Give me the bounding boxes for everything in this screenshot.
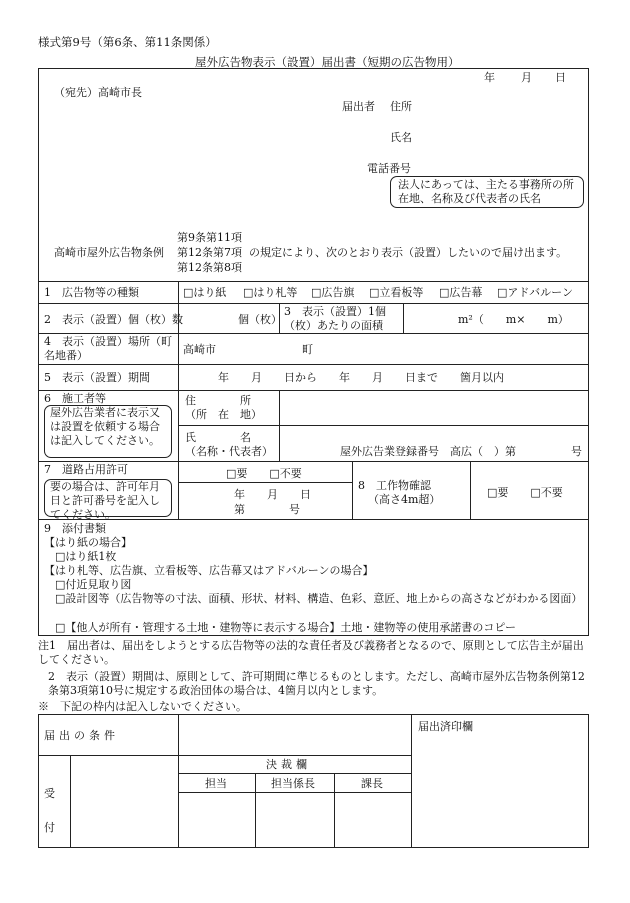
rule-col-r7 [352,461,353,519]
office-chief: 担当係長 [271,777,315,790]
address-label: 住所 [390,100,412,113]
phone-label: 電話番号 [367,162,411,175]
r7-number[interactable]: 第 号 [234,503,300,516]
article-2: 第12条第7項 [177,246,242,259]
office-approval: 決裁欄 [266,758,311,771]
rule-r2 [38,333,589,334]
r4-town[interactable]: 町 [302,343,313,356]
r7-date[interactable]: 年 月 日 [234,488,311,501]
office-rule-roles [178,792,411,793]
r9-item-1[interactable]: □はり紙1枚 [55,550,117,563]
r1-opt-kokokuki[interactable]: □広告旗 [311,286,355,299]
r1-opt-harifuda[interactable]: □はり札等 [243,286,298,299]
r8-sub: （高さ4m超） [368,493,441,506]
r1-opt-tatekanban[interactable]: □立看板等 [369,286,424,299]
office-manager: 課長 [361,777,383,790]
r7-label: 7 道路占用許可 [44,463,128,476]
office-rule-approval [178,773,411,774]
r9-item-2[interactable]: □付近見取り図 [55,578,132,591]
r1-label: 1 広告物等の種類 [44,286,139,299]
r3-label: 3 表示（設置）1個（枚）あたりの面積 [284,305,386,332]
office-rule-role2 [334,773,335,848]
article-1: 第9条第11項 [177,231,242,244]
office-rule-col1 [178,714,179,848]
r9-label: 9 添付書類 [44,522,106,535]
office-rule-stamp [411,714,412,848]
rule-col-r8 [470,461,471,519]
r7-note: 要の場合は、許可年月日と許可番号を記入してください。 [50,480,160,521]
r6-address-line1: 住 所 [185,394,251,407]
note-2: 2 表示（設置）期間は、原則として、許可期間に準じるものとします。ただし、高崎市屋外広告物条例第12条第3項第10号に規定する政治団体の場合は、4箇月以内とします。 [48,670,585,697]
r2-label: 2 表示（設置）個（枚）数 [44,313,183,326]
r6-registration[interactable]: 屋外広告業登録番号 高広（ ）第 号 [340,445,582,458]
r9-item-3[interactable]: □設計図等（広告物等の寸法、面積、形状、材料、構造、色彩、意匠、地上からの高さなどがわかる図面） [55,592,583,605]
date-day: 日 [555,71,566,84]
note-1: 注1 届出者は、届出をしようとする広告物等の法的な責任者及び義務者となるので、原則として広告主が届出してください。 [38,639,584,666]
r1-opt-adballoon[interactable]: □アドバルーン [497,286,573,299]
office-rule-role1 [255,773,256,848]
r6-name-line1: 氏 名 [185,431,251,444]
r2-value[interactable]: 個（枚） [238,313,282,326]
r9-heading-1: 【はり紙の場合】 [44,536,132,549]
date-year: 年 [484,71,495,84]
office-rule-conditions [38,755,411,756]
note-3: ※ 下記の枠内は記入しないでください。 [38,700,247,713]
statement-text: の規定により、次のとおり表示（設置）したいので届け出ます。 [249,246,568,259]
r6-label: 6 施工者等 [44,392,106,405]
r1-opt-kokokumaku[interactable]: □広告幕 [439,286,483,299]
r7-required-options[interactable]: □要 □不要 [226,467,302,480]
r5-value[interactable]: 年 月 日から 年 月 日まで 箇月以内 [218,371,504,384]
r4-city: 高崎市 [183,343,216,356]
office-stamp: 届出済印欄 [418,720,473,733]
r3-value[interactable]: m²（ m× m） [458,313,569,326]
rule-r7-mid [178,482,352,483]
office-reception: 受付 [44,787,55,834]
r9-item-4[interactable]: □【他人が所有・管理する土地・建物等に表示する場合】土地・建物等の使用承諾書のコピー [55,621,516,634]
addressee: （宛先）高崎市長 [54,86,142,99]
r6-address-line2: （所 在 地） [185,408,262,421]
form-number: 様式第9号（第6条、第11条関係） [38,35,217,49]
r8-label: 8 工作物確認 [358,479,431,492]
rule-r6-mid [178,425,589,426]
office-conditions: 届出の条件 [44,729,119,742]
office-rule-reception [70,755,71,848]
article-3: 第12条第8項 [177,261,242,274]
rule-col-r6 [279,390,280,461]
date-month: 月 [521,71,532,84]
r6-name-line2: （名称・代表者） [185,445,273,458]
form-title: 屋外広告物表示（設置）届出書（短期の広告物用） [195,55,460,69]
r8-options[interactable]: □要 □不要 [487,486,563,499]
r5-label: 5 表示（設置）期間 [44,371,150,384]
rule-r4 [38,364,589,365]
r4-label: 4 表示（設置）場所（町名地番） [44,335,172,362]
r1-opt-harigami[interactable]: □はり紙 [183,286,227,299]
r9-heading-2: 【はり札等、広告旗、立看板等、広告幕又はアドバルーンの場合】 [44,564,374,577]
name-label: 氏名 [390,131,412,144]
office-staff: 担当 [205,777,227,790]
submitter-label: 届出者 [342,100,375,113]
rule-r1 [38,303,589,304]
r6-note: 屋外広告業者に表示又は設置を依頼する場合は記入してください。 [50,406,160,447]
rule-r6 [38,461,589,462]
rule-top [38,281,589,282]
corp-note: 法人にあっては、主たる事務所の所在地、名称及び代表者の氏名 [398,178,574,205]
rule-r5 [38,390,589,391]
ordinance-name: 高崎市屋外広告物条例 [54,246,164,259]
rule-col-r3 [403,303,404,333]
